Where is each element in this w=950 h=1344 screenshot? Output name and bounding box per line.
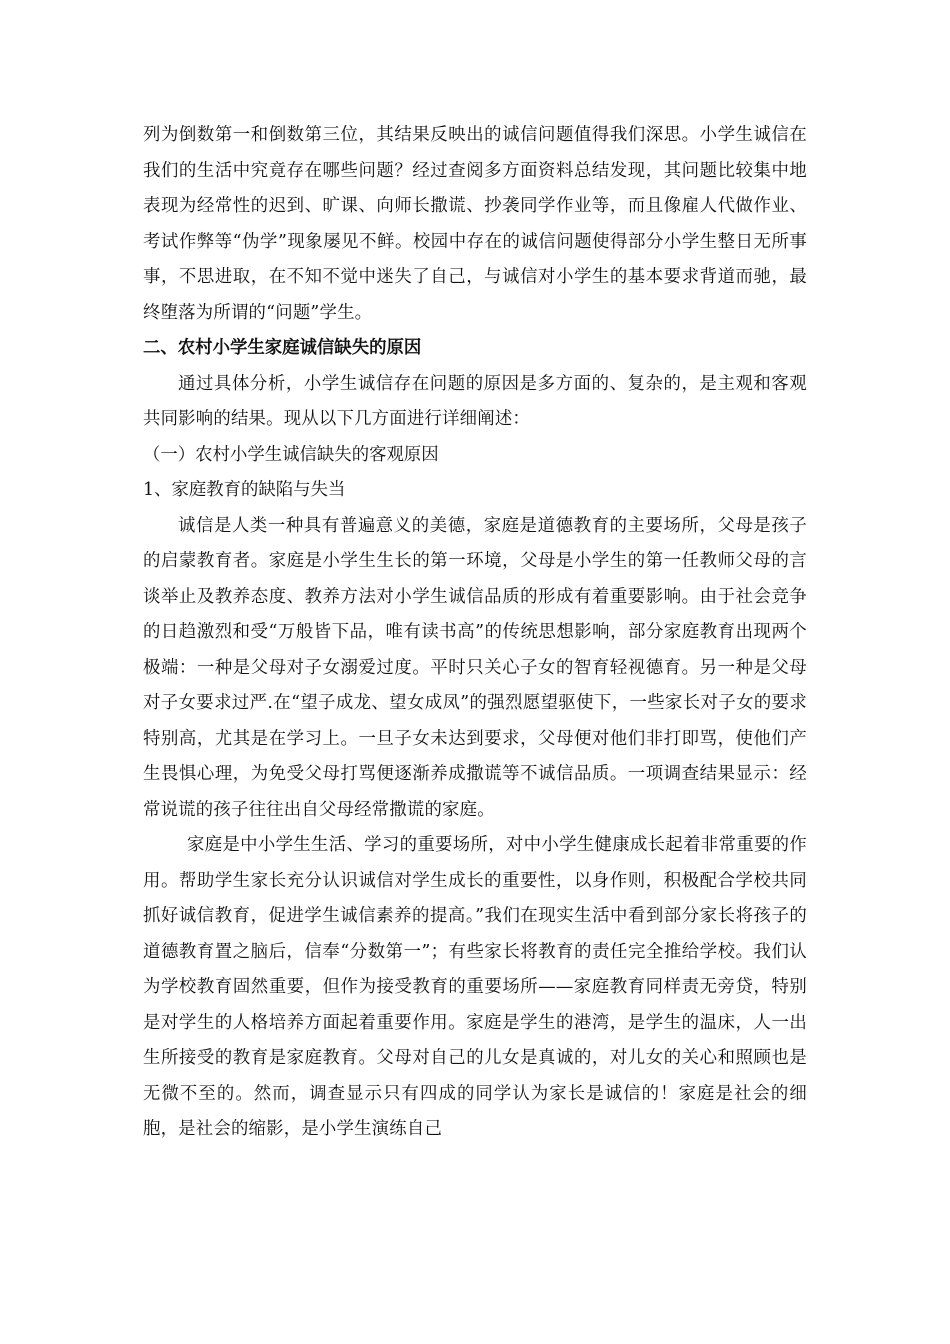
paragraph-family-role: 家庭是中小学生生活、学习的重要场所，对中小学生健康成长起着非常重要的作用。帮助学生家长充分认识诚信对学生成长的重要性，以身作则，积极配合学校共同抓好诚信教育，促进学生诚信素养的提高。”我们在现实生活中看到部分家长将孩子的道德教育置之脑后，信奉“分数第一”；有些家长将教育的责任完全推给学校。我们认为学校教育固然重要，但作为接受教育的重要场所——家庭教育同样责无旁贷，特别是对学生的人格培养方面起着重要作用。家庭是学生的港湾，是学生的温床，人一出生所接受的教育是家庭教育。父母对自己的儿女是真诚的，对儿女的关心和照顾也是无微不至的。然而，调查显示只有四成的同学认为家长是诚信的！家庭是社会的细胞，是社会的缩影，是小学生演练自己	[143, 835, 807, 1139]
subsection-heading: （一）农村小学生诚信缺失的客观原因	[143, 444, 439, 465]
paragraph-continuation: 列为倒数第一和倒数第三位，其结果反映出的诚信问题值得我们深思。小学生诚信在我们的生活中究竟存在哪些问题？经过查阅多方面资料总结发现，其问题比较集中地表现为经常性的迟到、旷课、向师长撒谎、抄袭同学作业等，而且像雇人代做作业、考试作弊等“伪学”现象屡见不鲜。校园中存在的诚信问题使得部分小学生整日无所事事，不思进取，在不知不觉中迷失了自己，与诚信对小学生的基本要求背道而驰，最终堕落为所谓的“问题”学生。	[143, 125, 807, 323]
document-body	[143, 118, 807, 1148]
section-heading: 二、农村小学生家庭诚信缺失的原因	[143, 338, 422, 358]
paragraph-intro: 通过具体分析，小学生诚信存在问题的原因是多方面的、复杂的，是主观和客观共同影响的结果。现从以下几方面进行详细阐述：	[143, 373, 807, 429]
subsubsection-heading: 1、家庭教育的缺陷与失当	[143, 480, 346, 500]
paragraph-family-education: 诚信是人类一种具有普遍意义的美德，家庭是道德教育的主要场所，父母是孩子的启蒙教育者。家庭是小学生生长的第一环境，父母是小学生的第一任教师父母的言谈举止及教养态度、教养方法对小学生诚信品质的形成有着重要影响。由于社会竞争的日趋激烈和受“万般皆下品，唯有读书高”的传统思想影响，部分家庭教育出现两个极端：一种是父母对子女溺爱过度。平时只关心子女的智育轻视德育。另一种是父母对子女要求过严.在“望子成龙、望女成凤”的强烈愿望驱使下，一些家长对子女的要求特别高，尤其是在学习上。一旦子女未达到要求，父母便对他们非打即骂，使他们产生畏惧心理，为免受父母打骂便逐渐养成撒谎等不诚信品质。一项调查结果显示：经常说谎的孩子往往出自父母经常撒谎的家庭。	[143, 515, 807, 820]
